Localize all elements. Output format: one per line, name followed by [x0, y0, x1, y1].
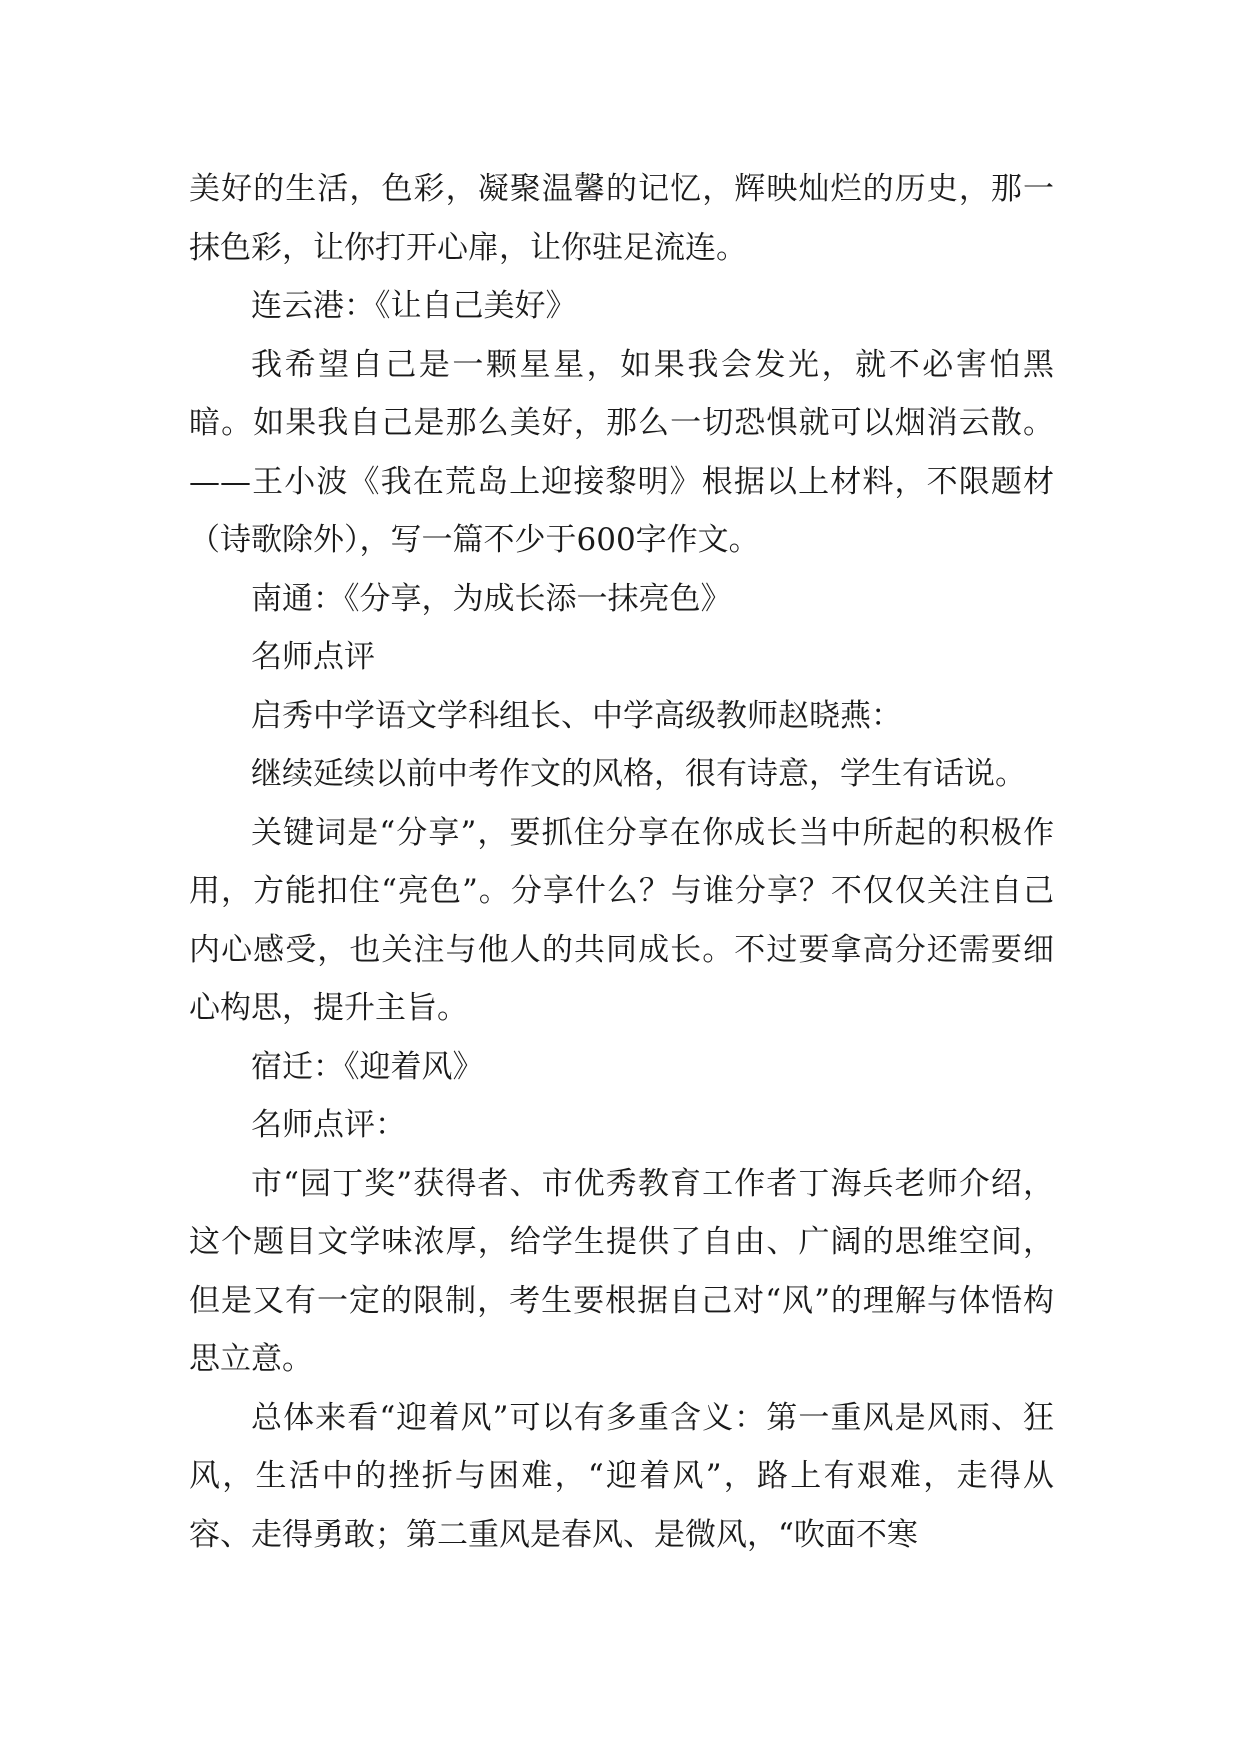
- subheading-teacher-review: 名师点评: [251, 639, 375, 675]
- paragraph-keyword: 关键词是“分享”，要抓住分享在你成长当中所起的积极作用，方能扣住“亮色”。分享什么？与谁分享？不仅仅关注自己内心感受，也关注与他人的共同成长。不过要拿高分还需要细心构思，提升主旨。: [189, 814, 1054, 1026]
- paragraph-lianyungang-prompt: 我希望自己是一颗星星，如果我会发光，就不必害怕黑暗。如果我自己是那么美好，那么一切恐惧就可以烟消云散。——王小波《我在荒岛上迎接黎明》根据以上材料，不限题材（诗歌除外），写一篇不少于600字作文。: [189, 346, 1054, 558]
- heading-nantong: 南通：《分享，为成长添一抹亮色》: [251, 580, 732, 617]
- paragraph-review-text: 继续延续以前中考作文的风格，很有诗意，学生有话说。: [251, 756, 1026, 792]
- paragraph-analysis: 总体来看“迎着风”可以有多重含义：第一重风是风雨、狂风，生活中的挫折与困难，“迎着风”，路上有艰难，走得从容、走得勇敢；第二重风是春风、是微风，“吹面不寒: [189, 1399, 1054, 1553]
- document-page: [189, 160, 1054, 1564]
- paragraph-reviewer: 启秀中学语文学科组长、中学高级教师赵晓燕：: [251, 697, 902, 734]
- subheading-teacher-review-2: 名师点评：: [251, 1107, 406, 1143]
- paragraph-reviewer-2: 市“园丁奖”获得者、市优秀教育工作者丁海兵老师介绍，这个题目文学味浓厚，给学生提供了自由、广阔的思维空间，但是又有一定的限制，考生要根据自己对“风”的理解与体悟构思立意。: [189, 1165, 1054, 1377]
- paragraph-continuation: 美好的生活，色彩，凝聚温馨的记忆，辉映灿烂的历史，那一抹色彩，让你打开心扉，让你驻足流连。: [189, 171, 1054, 266]
- heading-lianyungang: 连云港：《让自己美好》: [251, 288, 577, 324]
- heading-suqian: 宿迁：《迎着风》: [251, 1048, 484, 1085]
